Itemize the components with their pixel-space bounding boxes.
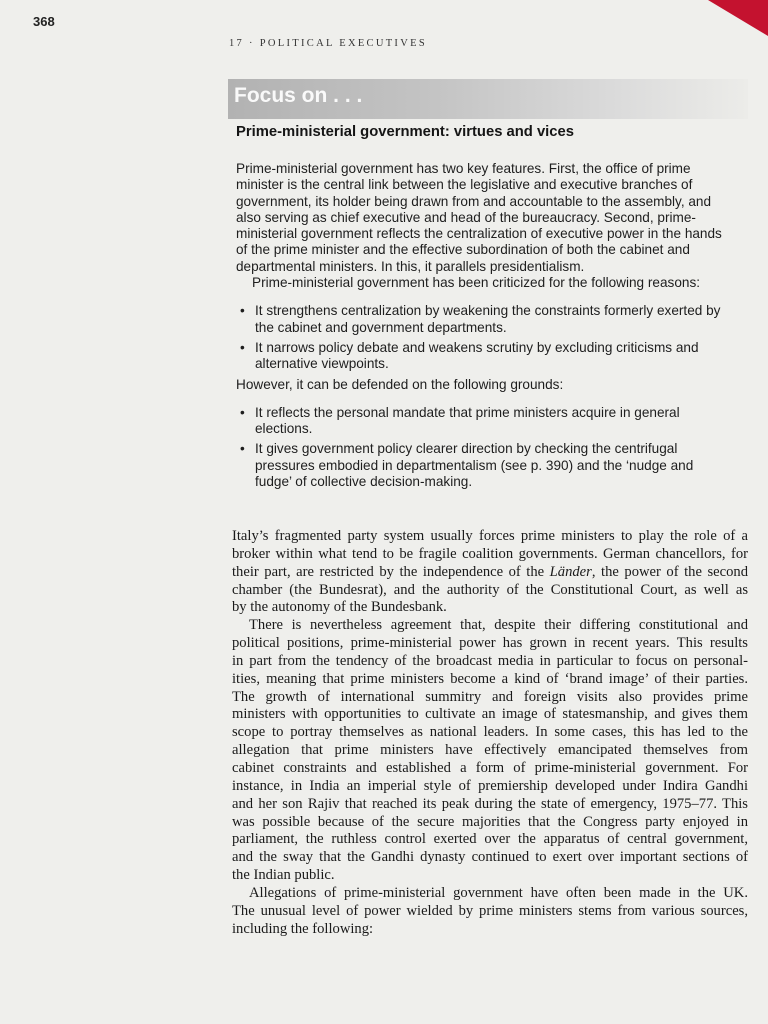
list-item-line: the cabinet and government departments. <box>255 319 507 335</box>
body-line: including the following: <box>232 920 374 937</box>
focus-intro-paragraph <box>236 161 748 275</box>
body-paragraph <box>232 617 748 885</box>
body-line: Italy’s fragmented party system usually forces prime ministers to play the role of a <box>232 528 748 544</box>
body-line: The growth of international summitry and foreign visits also provides prime <box>232 688 748 705</box>
body-line: allegation that prime ministers have effectively emancipated themselves from <box>232 742 748 759</box>
focus-intro-line: departmental ministers. In this, it parallels presidentialism. <box>236 258 585 274</box>
defence-lead: However, it can be defended on the following grounds: <box>236 376 564 392</box>
list-item-line: pressures embodied in departmentalism (see p. 390) and the ‘nudge and <box>255 457 694 473</box>
italic-term: Länder <box>549 563 592 580</box>
body-line: by the autonomy of the Bundesbank. <box>232 599 447 616</box>
focus-intro-line: of the prime minister and the effective subordination of both the cabinet and <box>236 242 690 258</box>
running-head: 17 · POLITICAL EXECUTIVES <box>229 38 427 49</box>
focus-intro-line: government, its holder being drawn from and accountable to the assembly, and <box>236 193 712 209</box>
body-line: instance, in India an imperial style of premiership developed under Indira Gandhi <box>232 777 748 794</box>
focus-box-text <box>236 161 748 494</box>
bullet-icon: • <box>240 339 245 355</box>
criticism-lead: Prime-ministerial government has been criticized for the following reasons: <box>252 275 701 291</box>
body-line: and the sway that the Gandhi dynasty continued to exert over important sections of <box>232 849 748 866</box>
body-line: ministers with opportunities to cultivate an image of statesmanship, and gives them <box>232 706 748 723</box>
focus-intro-line: ministerial government reflects the centralization of executive power in the hands <box>236 226 722 242</box>
list-item-line: It gives government policy clearer direction by checking the centrifugal <box>255 441 678 457</box>
line-segment: their part, are restricted by the independence of the <box>232 563 550 580</box>
list-item <box>236 340 748 373</box>
body-line: There is nevertheless agreement that, despite their differing constitutional and <box>249 617 748 634</box>
line-segment: , the power of the second <box>591 563 748 580</box>
body-line: the Indian public. <box>232 867 335 884</box>
bullet-icon: • <box>240 303 245 319</box>
page-number: 368 <box>33 14 55 29</box>
main-text <box>232 528 748 938</box>
focus-intro-line: Prime-ministerial government has two key features. First, the office of prime <box>236 161 691 176</box>
body-line: broker within what tend to be fragile coalition governments. German chancellors, for <box>232 545 748 562</box>
list-item <box>236 303 748 336</box>
body-line: The unusual level of power wielded by prime ministers stems from various sources, <box>232 902 748 919</box>
defence-list <box>236 405 748 490</box>
focus-intro-line: also serving as chief executive and head of the bureaucracy. Second, prime- <box>236 209 696 225</box>
body-line <box>232 564 748 582</box>
body-line: ities, meaning that prime ministers become a kind of ‘brand image’ of their parties. <box>232 670 748 687</box>
body-line: cabinet constraints and established a form of prime-ministerial government. For <box>232 759 748 776</box>
body-line: in part from the tendency of the broadcast media in particular to focus on personal- <box>232 652 748 669</box>
focus-banner-label: Focus on . . . <box>234 84 363 107</box>
focus-intro-line: minister is the central link between the legislative and executive branches of <box>236 177 693 193</box>
list-item-line: It strengthens centralization by weakening the constraints formerly exerted by <box>255 303 721 319</box>
list-item-line: fudge’ of collective decision-making. <box>255 474 473 490</box>
list-item-line: elections. <box>255 421 313 437</box>
list-item-line: It narrows policy debate and weakens scrutiny by excluding criticisms and <box>255 339 699 355</box>
list-item-line: alternative viewpoints. <box>255 356 389 372</box>
body-line: and her son Rajiv that reached its peak during the state of emergency, 1975–77. This <box>232 795 748 812</box>
body-line: was possible because of the secure majorities that the Congress party enjoyed in <box>232 813 748 830</box>
list-item-line: It reflects the personal mandate that prime ministers acquire in general <box>255 404 680 420</box>
body-line: political positions, prime-ministerial power has grown in recent years. This results <box>232 635 748 652</box>
list-item <box>236 441 748 490</box>
bullet-icon: • <box>240 404 245 420</box>
bullet-icon: • <box>240 441 245 457</box>
body-paragraph <box>232 885 748 939</box>
page-corner-edge <box>708 0 768 36</box>
focus-box-title: Prime-ministerial government: virtues and vices <box>236 124 574 140</box>
body-line: chamber (the Bundesrat), and the authority of the Constitutional Court, as well as <box>232 581 748 598</box>
focus-banner <box>228 79 748 119</box>
list-item <box>236 405 748 438</box>
body-line: Allegations of prime-ministerial government have often been made in the UK. <box>249 884 748 901</box>
body-paragraph <box>232 528 748 617</box>
body-line: scope to portray themselves as national leaders. In some cases, this has led to the <box>232 724 748 741</box>
criticism-list <box>236 303 748 372</box>
body-line: parliament, the ruthless control exerted over the apparatus of central government, <box>232 831 748 848</box>
